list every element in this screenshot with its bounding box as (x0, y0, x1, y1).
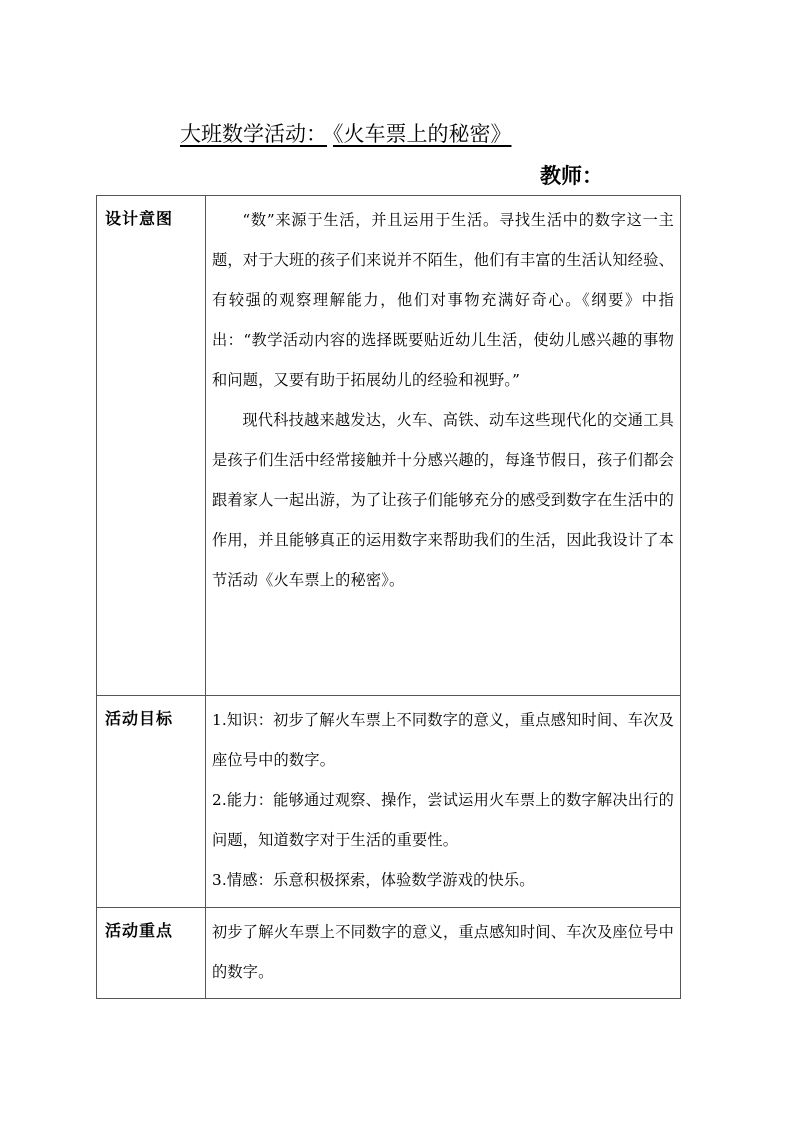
table-row-activity-goals (97, 696, 681, 908)
goal-emotion: 3.情感：乐意积极探索，体验数学游戏的快乐。 (212, 871, 535, 889)
goal-ability: 2.能力：能够通过观察、操作，尝试运用火车票上的数字解决出行的问题，知道数字对于生活的重要性。 (212, 791, 674, 849)
goal-knowledge: 1.知识：初步了解火车票上不同数字的意义，重点感知时间、车次及座位号中的数字。 (212, 711, 674, 769)
row-label-design-intent: 设计意图 (97, 196, 206, 696)
teacher-label: 教师： (540, 164, 603, 188)
row-label-activity-goals: 活动目标 (97, 696, 206, 908)
row-label-activity-focus: 活动重点 (97, 908, 206, 999)
focus-paragraph: 初步了解火车票上不同数字的意义，重点感知时间、车次及座位号中的数字。 (212, 923, 674, 981)
title-prefix: 大班数学活动： (180, 122, 327, 146)
document-title (180, 118, 512, 148)
design-intent-paragraph-1: “数”来源于生活，并且运用于生活。寻找生活中的数字这一主题，对于大班的孩子们来说并不陌生，他们有丰富的生活认知经验、有较强的观察理解能力，他们对事物充满好奇心。《纲要》中指出：“教学活动内容的选择既要贴近幼儿生活，使幼儿感兴趣的事物和问题，又要有助于拓展幼儿的经验和视野。” (212, 211, 674, 389)
row-content-activity-goals (206, 696, 681, 908)
row-content-design-intent (206, 196, 681, 696)
table-row-activity-focus (97, 908, 681, 999)
row-content-activity-focus (206, 908, 681, 999)
table-row-design-intent (97, 196, 681, 696)
title-book-name: 《火车票上的秘密》 (333, 122, 512, 146)
lesson-plan-table (96, 195, 681, 999)
design-intent-paragraph-2: 现代科技越来越发达，火车、高铁、动车这些现代化的交通工具是孩子们生活中经常接触并十分感兴趣的，每逢节假日，孩子们都会跟着家人一起出游，为了让孩子们能够充分的感受到数字在生活中的作用，并且能够真正的运用数字来帮助我们的生活，因此我设计了本节活动《火车票上的秘密》。 (212, 411, 674, 589)
